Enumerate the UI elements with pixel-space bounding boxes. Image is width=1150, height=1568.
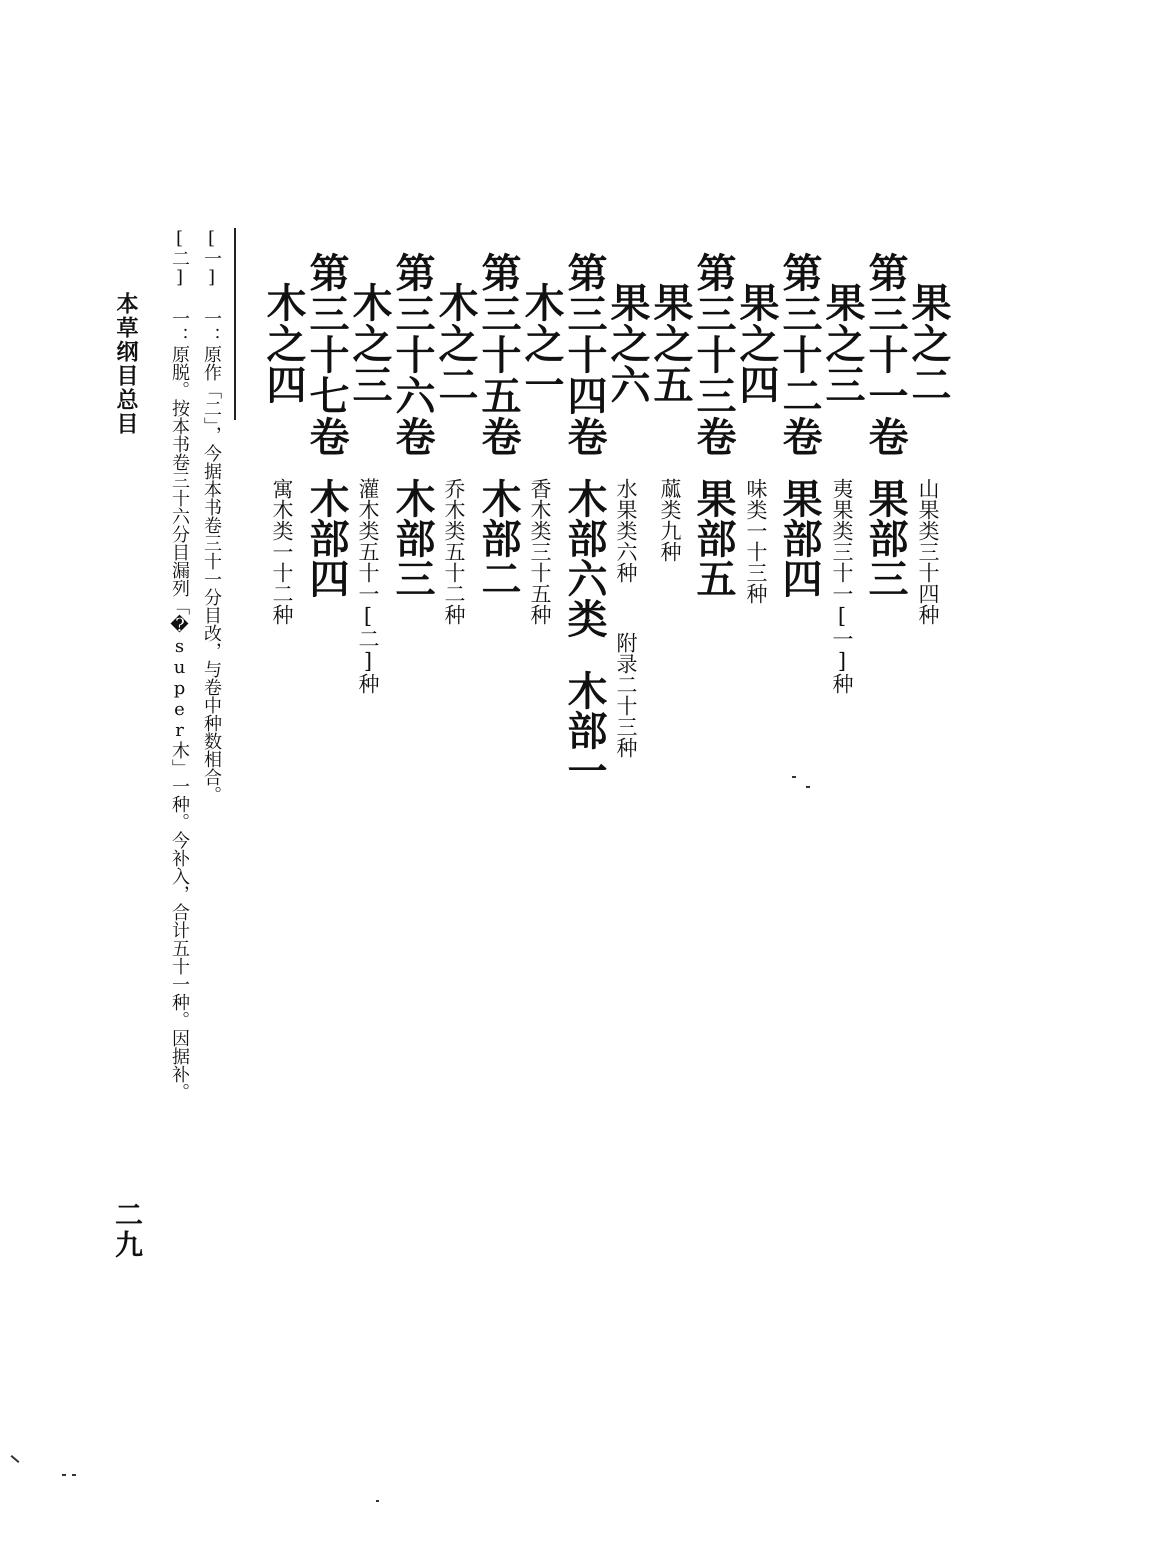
scan-speck bbox=[376, 1500, 379, 1502]
detail-col-3: 夷果类三十一[一]种 bbox=[830, 478, 854, 694]
detail-col-12: 乔木类五十二种 bbox=[442, 478, 466, 625]
heading-col-5: 果之四 bbox=[733, 282, 780, 405]
heading-col-16: 木之四 bbox=[260, 282, 307, 405]
detail-col-13: 木部三 bbox=[389, 478, 436, 598]
detail-col-1: 山果类三十四种 bbox=[916, 478, 940, 625]
heading-col-2: 第三十一卷 bbox=[862, 252, 909, 457]
heading-col-6: 第三十三卷 bbox=[690, 252, 737, 457]
extra-col-9: 木部一 bbox=[561, 670, 608, 790]
detail-col-14: 灌木类五十一[二]种 bbox=[356, 478, 380, 694]
scan-speck bbox=[11, 1455, 20, 1463]
heading-col-4: 第三十二卷 bbox=[776, 252, 823, 457]
footnote-2: [二] 一：原脱。按本书卷三十六分目漏列「�super木」一种。今补入，合计五十一种。因据补。 bbox=[169, 228, 190, 1101]
scan-speck bbox=[72, 1474, 76, 1476]
scan-speck bbox=[806, 786, 810, 788]
detail-col-16: 寓木类一十二种 bbox=[270, 478, 294, 625]
heading-col-10: 木之一 bbox=[518, 282, 565, 405]
detail-col-4: 果部四 bbox=[776, 478, 823, 598]
heading-col-9: 第三十四卷 bbox=[561, 252, 608, 457]
scan-speck bbox=[792, 776, 796, 778]
heading-col-14: 木之三 bbox=[346, 282, 393, 405]
detail-col-6: 果部五 bbox=[690, 478, 737, 598]
heading-col-15: 第三十七卷 bbox=[303, 252, 350, 457]
detail-col-2: 果部三 bbox=[862, 478, 909, 598]
footnote-rule bbox=[234, 228, 236, 420]
page-number: 二九 bbox=[111, 1200, 144, 1260]
heading-col-3: 果之三 bbox=[819, 282, 866, 405]
heading-col-13: 第三十六卷 bbox=[389, 252, 436, 457]
appendix-col-8: 附录二十三种 bbox=[614, 632, 638, 758]
heading-col-1: 果之二 bbox=[905, 282, 952, 405]
detail-col-7: 蓏类九种 bbox=[658, 478, 682, 562]
footnote-1: [一] 一：原作「二」，今据本书卷三十一分目改，与卷中种数相合。 bbox=[201, 228, 222, 804]
heading-col-12: 木之二 bbox=[432, 282, 479, 405]
detail-col-8: 水果类六种 bbox=[614, 478, 638, 583]
heading-col-8: 果之六 bbox=[604, 282, 651, 405]
detail-col-5: 味类一十三种 bbox=[744, 478, 768, 604]
scan-speck bbox=[62, 1474, 66, 1476]
detail-col-15: 木部四 bbox=[303, 478, 350, 598]
detail-col-9: 木部六类 bbox=[561, 478, 608, 638]
running-header: 本草纲目总目 bbox=[113, 292, 139, 436]
detail-col-10: 香木类三十五种 bbox=[528, 478, 552, 625]
heading-col-7: 果之五 bbox=[647, 282, 694, 405]
heading-col-11: 第三十五卷 bbox=[475, 252, 522, 457]
detail-col-11: 木部二 bbox=[475, 478, 522, 598]
